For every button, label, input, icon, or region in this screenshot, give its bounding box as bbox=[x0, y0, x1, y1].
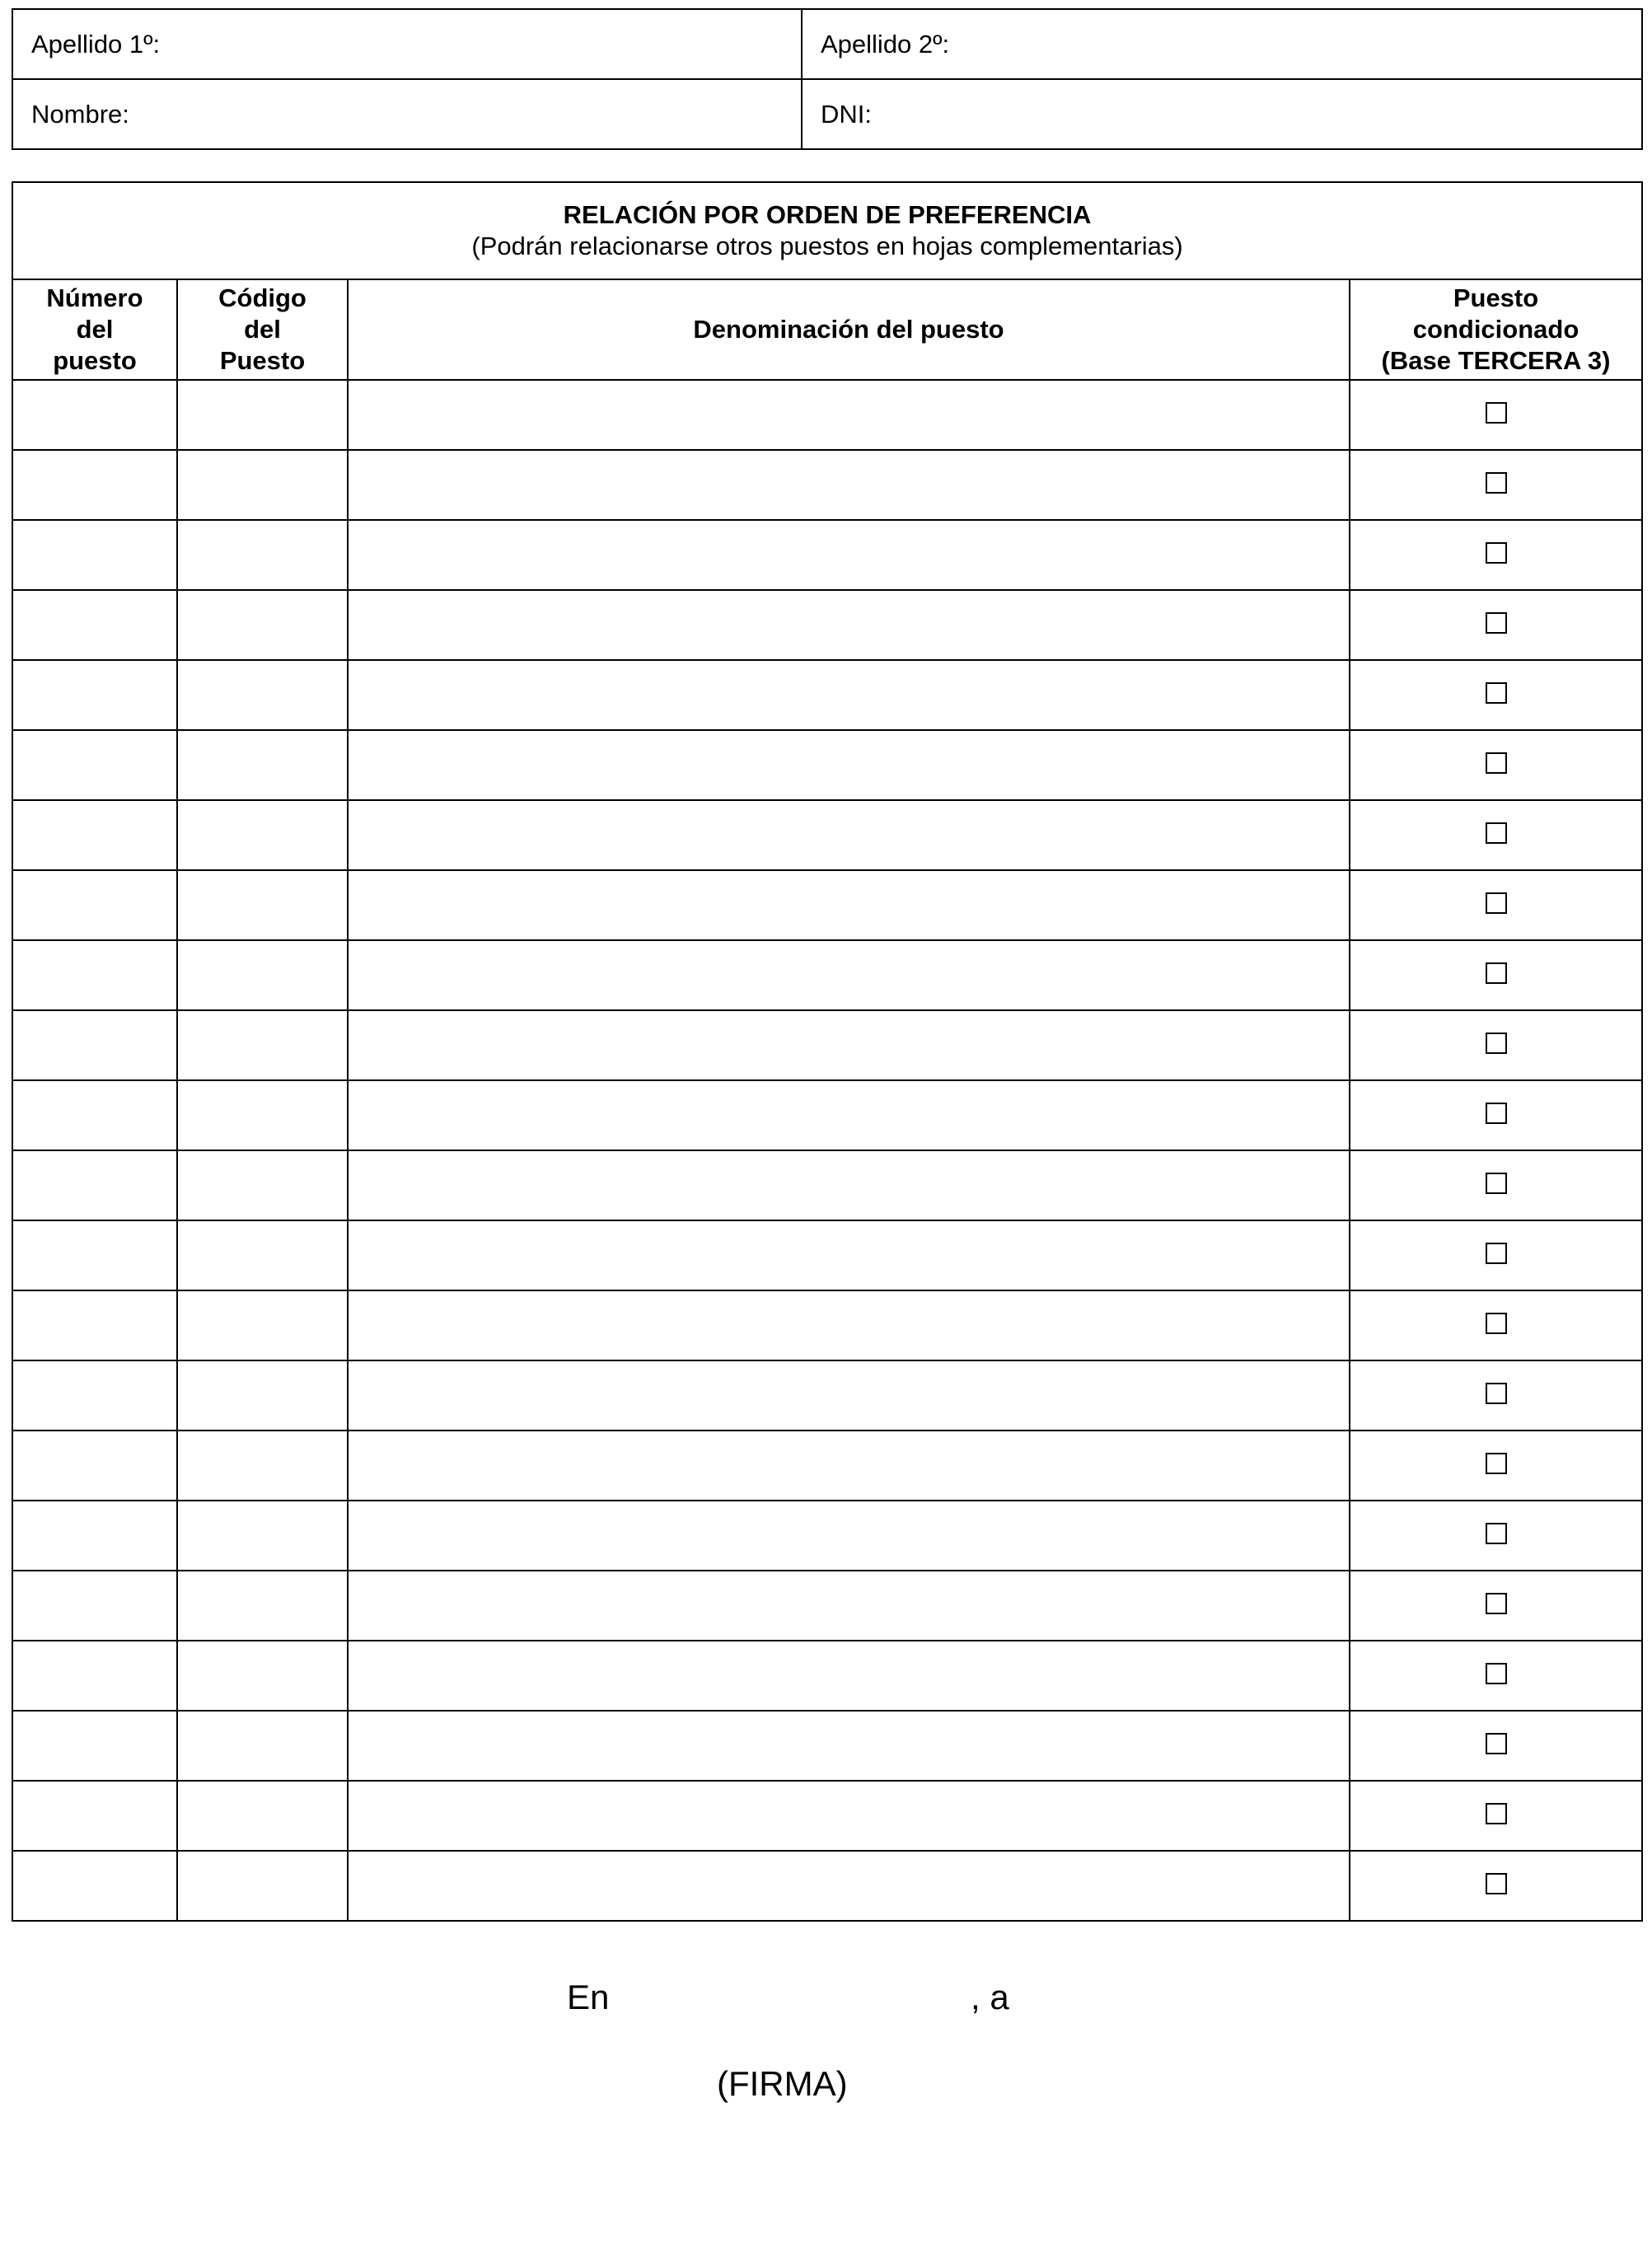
condicionado-cell bbox=[1350, 1641, 1642, 1711]
denominacion-cell[interactable] bbox=[348, 1571, 1350, 1641]
numero-cell[interactable] bbox=[12, 1080, 177, 1150]
condicionado-checkbox[interactable] bbox=[1486, 962, 1507, 984]
column-header-codigo-line: Puesto bbox=[219, 346, 306, 375]
column-header-condicionado-line: condicionado bbox=[1412, 315, 1579, 344]
condicionado-cell bbox=[1350, 1711, 1642, 1781]
apellido2-field[interactable] bbox=[802, 9, 1642, 79]
column-header-condicionado bbox=[1350, 279, 1642, 380]
condicionado-cell bbox=[1350, 730, 1642, 800]
codigo-cell[interactable] bbox=[177, 590, 348, 660]
preferences-subtitle: (Podrán relacionarse otros puestos en hojas complementarias) bbox=[471, 232, 1183, 260]
table-row bbox=[12, 1360, 1642, 1431]
condicionado-checkbox[interactable] bbox=[1486, 1243, 1507, 1264]
codigo-cell[interactable] bbox=[177, 450, 348, 520]
table-row bbox=[12, 800, 1642, 870]
table-row bbox=[12, 1501, 1642, 1571]
apellido1-field[interactable] bbox=[12, 9, 802, 79]
condicionado-checkbox[interactable] bbox=[1486, 1523, 1507, 1544]
condicionado-checkbox[interactable] bbox=[1486, 822, 1507, 844]
numero-cell[interactable] bbox=[12, 730, 177, 800]
condicionado-cell bbox=[1350, 380, 1642, 450]
denominacion-cell[interactable] bbox=[348, 1290, 1350, 1360]
table-row bbox=[12, 1781, 1642, 1851]
denominacion-cell[interactable] bbox=[348, 450, 1350, 520]
table-row bbox=[12, 520, 1642, 590]
denominacion-cell[interactable] bbox=[348, 1220, 1350, 1290]
condicionado-checkbox[interactable] bbox=[1486, 1453, 1507, 1474]
column-header-denominacion bbox=[348, 279, 1350, 380]
codigo-cell[interactable] bbox=[177, 1851, 348, 1921]
column-header-condicionado-line: Puesto bbox=[1453, 283, 1539, 312]
codigo-cell[interactable] bbox=[177, 660, 348, 730]
table-row bbox=[12, 1010, 1642, 1080]
condicionado-checkbox[interactable] bbox=[1486, 1803, 1507, 1824]
condicionado-cell bbox=[1350, 1851, 1642, 1921]
codigo-cell[interactable] bbox=[177, 1571, 348, 1641]
codigo-cell[interactable] bbox=[177, 1431, 348, 1501]
table-row bbox=[12, 1851, 1642, 1921]
table-row bbox=[12, 1220, 1642, 1290]
condicionado-checkbox[interactable] bbox=[1486, 1383, 1507, 1404]
numero-cell[interactable] bbox=[12, 940, 177, 1010]
column-header-condicionado-line: (Base TERCERA 3) bbox=[1381, 346, 1611, 375]
personal-data-table bbox=[12, 8, 1643, 150]
condicionado-cell bbox=[1350, 450, 1642, 520]
numero-cell[interactable] bbox=[12, 660, 177, 730]
numero-cell[interactable] bbox=[12, 1501, 177, 1571]
table-row bbox=[12, 1150, 1642, 1220]
denominacion-cell[interactable] bbox=[348, 520, 1350, 590]
preferences-table bbox=[12, 181, 1643, 1922]
condicionado-checkbox[interactable] bbox=[1486, 1663, 1507, 1684]
denominacion-cell[interactable] bbox=[348, 1781, 1350, 1851]
condicionado-checkbox[interactable] bbox=[1486, 472, 1507, 494]
table-row bbox=[12, 870, 1642, 940]
codigo-cell[interactable] bbox=[177, 1711, 348, 1781]
numero-cell[interactable] bbox=[12, 520, 177, 590]
condicionado-checkbox[interactable] bbox=[1486, 1173, 1507, 1194]
preferences-heading bbox=[12, 182, 1642, 279]
denominacion-cell[interactable] bbox=[348, 380, 1350, 450]
dni-field[interactable] bbox=[802, 79, 1642, 149]
numero-cell[interactable] bbox=[12, 1220, 177, 1290]
condicionado-cell bbox=[1350, 940, 1642, 1010]
place-prefix: En bbox=[567, 1978, 610, 2016]
nombre-label: Nombre: bbox=[31, 99, 129, 129]
condicionado-checkbox[interactable] bbox=[1486, 1103, 1507, 1124]
condicionado-cell bbox=[1350, 870, 1642, 940]
numero-cell[interactable] bbox=[12, 450, 177, 520]
condicionado-cell bbox=[1350, 660, 1642, 730]
denominacion-cell[interactable] bbox=[348, 800, 1350, 870]
condicionado-checkbox[interactable] bbox=[1486, 612, 1507, 634]
denominacion-cell[interactable] bbox=[348, 940, 1350, 1010]
codigo-cell[interactable] bbox=[177, 1781, 348, 1851]
numero-cell[interactable] bbox=[12, 1010, 177, 1080]
denominacion-cell[interactable] bbox=[348, 1501, 1350, 1571]
codigo-cell[interactable] bbox=[177, 800, 348, 870]
condicionado-checkbox[interactable] bbox=[1486, 542, 1507, 564]
condicionado-cell bbox=[1350, 1781, 1642, 1851]
condicionado-checkbox[interactable] bbox=[1486, 1033, 1507, 1054]
denominacion-cell[interactable] bbox=[348, 1851, 1350, 1921]
condicionado-cell bbox=[1350, 1010, 1642, 1080]
condicionado-checkbox[interactable] bbox=[1486, 1313, 1507, 1334]
condicionado-checkbox[interactable] bbox=[1486, 1593, 1507, 1614]
table-row bbox=[12, 1290, 1642, 1360]
numero-cell[interactable] bbox=[12, 380, 177, 450]
condicionado-cell bbox=[1350, 590, 1642, 660]
codigo-cell[interactable] bbox=[177, 730, 348, 800]
codigo-cell[interactable] bbox=[177, 1290, 348, 1360]
condicionado-cell bbox=[1350, 1431, 1642, 1501]
condicionado-cell bbox=[1350, 1501, 1642, 1571]
denominacion-cell[interactable] bbox=[348, 730, 1350, 800]
column-header-denominacion-label: Denominación del puesto bbox=[693, 315, 1004, 344]
codigo-cell[interactable] bbox=[177, 1220, 348, 1290]
nombre-field[interactable] bbox=[12, 79, 802, 149]
codigo-cell[interactable] bbox=[177, 1641, 348, 1711]
column-header-numero-line: Número bbox=[46, 283, 143, 312]
column-header-codigo-line: del bbox=[244, 315, 281, 344]
codigo-cell[interactable] bbox=[177, 1080, 348, 1150]
condicionado-checkbox[interactable] bbox=[1486, 1733, 1507, 1754]
apellido1-label: Apellido 1º: bbox=[31, 29, 161, 59]
denominacion-cell[interactable] bbox=[348, 590, 1350, 660]
codigo-cell[interactable] bbox=[177, 1501, 348, 1571]
preferences-title: RELACIÓN POR ORDEN DE PREFERENCIA bbox=[563, 200, 1092, 229]
denominacion-cell[interactable] bbox=[348, 1360, 1350, 1431]
numero-cell[interactable] bbox=[12, 590, 177, 660]
column-header-codigo-line: Código bbox=[218, 283, 307, 312]
column-header-numero-line: puesto bbox=[53, 346, 137, 375]
numero-cell[interactable] bbox=[12, 1360, 177, 1431]
table-row bbox=[12, 1080, 1642, 1150]
signature-label: (FIRMA) bbox=[717, 2064, 848, 2103]
codigo-cell[interactable] bbox=[177, 380, 348, 450]
codigo-cell[interactable] bbox=[177, 520, 348, 590]
condicionado-checkbox[interactable] bbox=[1486, 402, 1507, 424]
denominacion-cell[interactable] bbox=[348, 660, 1350, 730]
denominacion-cell[interactable] bbox=[348, 1431, 1350, 1501]
condicionado-checkbox[interactable] bbox=[1486, 752, 1507, 774]
condicionado-checkbox[interactable] bbox=[1486, 1873, 1507, 1894]
numero-cell[interactable] bbox=[12, 1150, 177, 1220]
table-row bbox=[12, 1571, 1642, 1641]
table-row bbox=[12, 730, 1642, 800]
column-header-numero-line: del bbox=[76, 315, 114, 344]
column-header-numero bbox=[12, 279, 177, 380]
denominacion-cell[interactable] bbox=[348, 1711, 1350, 1781]
numero-cell[interactable] bbox=[12, 800, 177, 870]
dni-label: DNI: bbox=[821, 99, 872, 129]
denominacion-cell[interactable] bbox=[348, 1010, 1350, 1080]
table-row bbox=[12, 450, 1642, 520]
table-row bbox=[12, 1711, 1642, 1781]
numero-cell[interactable] bbox=[12, 1781, 177, 1851]
condicionado-cell bbox=[1350, 1150, 1642, 1220]
codigo-cell[interactable] bbox=[177, 1360, 348, 1431]
codigo-cell[interactable] bbox=[177, 870, 348, 940]
condicionado-checkbox[interactable] bbox=[1486, 892, 1507, 914]
codigo-cell[interactable] bbox=[177, 1010, 348, 1080]
numero-cell[interactable] bbox=[12, 870, 177, 940]
condicionado-cell bbox=[1350, 1290, 1642, 1360]
denominacion-cell[interactable] bbox=[348, 1080, 1350, 1150]
condicionado-cell bbox=[1350, 1571, 1642, 1641]
numero-cell[interactable] bbox=[12, 1711, 177, 1781]
table-row bbox=[12, 1641, 1642, 1711]
numero-cell[interactable] bbox=[12, 1571, 177, 1641]
apellido2-label: Apellido 2º: bbox=[821, 29, 950, 59]
denominacion-cell[interactable] bbox=[348, 1150, 1350, 1220]
codigo-cell[interactable] bbox=[177, 940, 348, 1010]
date-separator: , a bbox=[971, 1978, 1009, 2016]
denominacion-cell[interactable] bbox=[348, 1641, 1350, 1711]
codigo-cell[interactable] bbox=[177, 1150, 348, 1220]
condicionado-checkbox[interactable] bbox=[1486, 682, 1507, 704]
table-row bbox=[12, 380, 1642, 450]
condicionado-cell bbox=[1350, 800, 1642, 870]
numero-cell[interactable] bbox=[12, 1641, 177, 1711]
table-row bbox=[12, 660, 1642, 730]
table-row bbox=[12, 1431, 1642, 1501]
condicionado-cell bbox=[1350, 520, 1642, 590]
numero-cell[interactable] bbox=[12, 1431, 177, 1501]
numero-cell[interactable] bbox=[12, 1290, 177, 1360]
condicionado-cell bbox=[1350, 1360, 1642, 1431]
column-header-codigo bbox=[177, 279, 348, 380]
table-row bbox=[12, 590, 1642, 660]
denominacion-cell[interactable] bbox=[348, 870, 1350, 940]
condicionado-cell bbox=[1350, 1220, 1642, 1290]
numero-cell[interactable] bbox=[12, 1851, 177, 1921]
table-row bbox=[12, 940, 1642, 1010]
condicionado-cell bbox=[1350, 1080, 1642, 1150]
